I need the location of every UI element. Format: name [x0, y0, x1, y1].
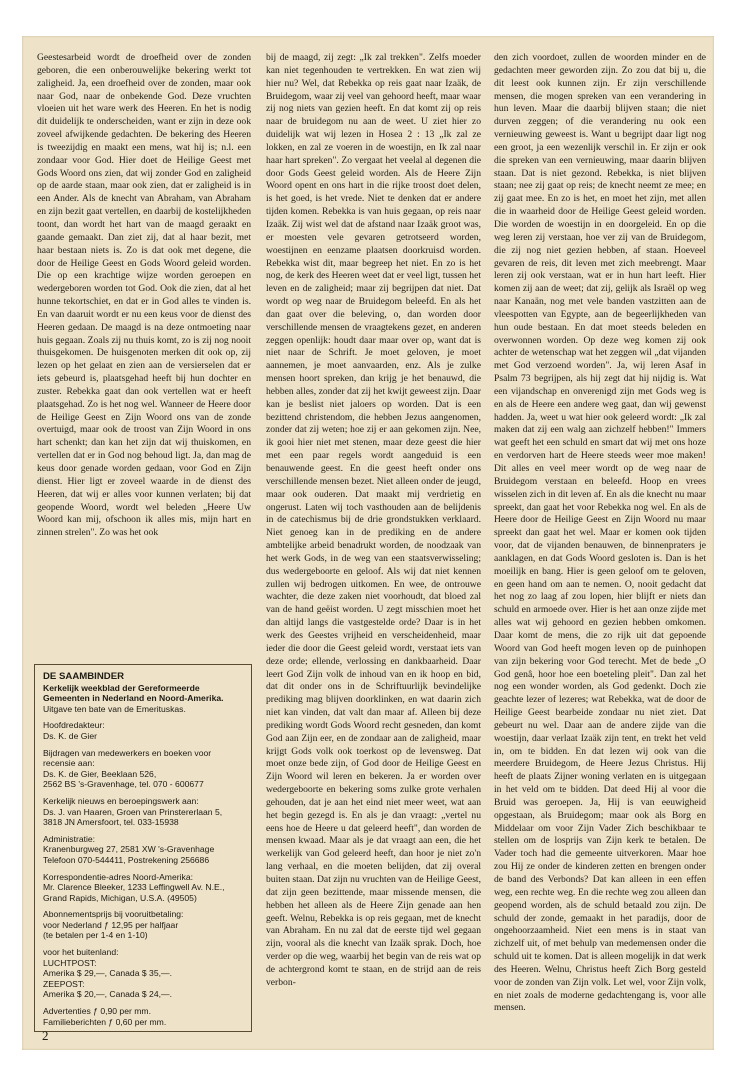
article-text-column-2: bij de maagd, zij zegt: „Ik zal trekken". Zelfs moeder kan niet tegenhouden te vertrekken. En wat zien wij hier nu? Wel, dat Rebekka op reis gaat naar Izaäk, de Bruidegom, waar zij veel van gehoord heeft, maar waar zij nog niets van gezien heeft. En dat komt zij op reis naar de bruidegom nu aan de weet. U ziet hier zo duidelijk wat wij lezen in Hosea 2 : 13 „Ik zal ze lokken, en zal ze voeren in de woestijn, en Ik zal naar haar hart spreken". Zo vergaat het veelal al degenen die door Gods Geest geleid worden. Als de Heere Zijn Woord opent en ons hart in die rijke troost doet delen, is het goed, is het vrede. Niet te denken dat er andere tijden komen. Rebekka is van huis gegaan, op reis naar Izaäk. Zij wist wel dat de afstand naar Izaäk groot was, er moesten vele gevaren getrotseerd worden, woestijnen en eenzame plaatsen doorkruisd worden. Rebekka wist dit, maar begreep het niet. En zo is het nog, de kerk des Heeren weet dat er veel ligt, tussen het leven en de zaligheid; maar zij begrijpen dat niet. Dat wordt op weg naar de Bruidegom beleefd. En als het dan gaat over die beleving, o, dan worden door verschillende mensen de vraagtekens gezet, en anderen zeggen openlijk: houdt daar maar over op, want dat is niet naar de Schrift. Je moet geloven, je moet aannemen, je moet aanvaarden, enz. Als je zulke mensen hoort spreken, dan krijg je het benauwd, die hebben alles, zonder dat zij het kwijt geweest zijn. Daar kan je beslist niet jaloers op worden. Dat is een bezittend christendom, die hebben Jezus aangenomen, zonder dat zij weten; hoe zij er aan gekomen zijn. Nee, ik gooi hier niet met stenen, maar deze geest die hier met een paar regels wordt aangeduid is een benauwende geest. En die geest heeft onder ons verschillende mensen bezet. Niet alleen onder de jeugd, maar ook ouderen. Dat maakt mij verdrietig en ongerust. Laten wij toch vasthouden aan de belijdenis in de catechismus bij de drie grondstukken verklaard. Niet genoeg kan in de prediking en de andere ambtelijke arbeid benadrukt worden, de noodzaak van het werk Gods, in de weg van een staatsverwisseling; dus wedergeboorte en geloof. Als wij dat niet kennen zullen wij bedrogen uitkomen. En wee, de ontrouwe wachter, die deze zaken niet voorhoudt, dat bloed zal van de hand geëist worden. U zegt misschien moet het dan altijd langs die vastgestelde orde? Daar is in het werk des Geestes vrijheid en verscheidenheid, maar ieder die door die Geest geleid wordt, verstaat iets van deze orde; ellende, verlossing en dankbaarheid. Daar leert God Zijn volk de inhoud van en ik hoop en bid, dat dit onder ons in de Schriftuurlijk bevindelijke prediking mag blijven doorklinken, en wat daarin zich niet kan vinden, dat valt dan maar af. Alleen bij deze prediking wordt Gods Woord recht gesneden, dan komt God aan Zijn eer, en de zondaar aan de zaligheid, maar krijgt Gods volk ook toerkost op de levensweg. Dat moet onze bede zijn, of God door de Heilige Geest en Zijn Woord wil leren en bekeren. Ja er worden over wedergeboorte en bekering soms zulke grote verhalen gehouden, dat je aan het eind niet meer weet, wat aan het begin gezegd is. En als je dan vraagt: „vertel nu eens hoe de Heere u dat geleerd heeft", dan worden de mensen kwaad. Maar als je dat vraagt aan een, die het werkelijk van God geleerd heeft, dan hoor je niet zo'n lang verhaal, en die moeten belijden, dat zij overal buiten staan. Dat zijn nu vruchten van de Heilige Geest, dat zijn geen bezittende, maar missende mensen, die hebben het alleen als de Heere Zijn genade aan hen geeft. Welnu, Rebekka is op reis gegaan, met de knecht van Abraham. En nu zal dat de eerste tijd wel gegaan zijn, vooral als die knecht van Izaäk sprak. Doch, hoe verder op die weg, waarbij het begin van de reis wat op de achtergrond komt te staan, en de strijd aan de reis verbon-: [266, 52, 481, 988]
editor-name: Ds. K. de Gier: [43, 730, 97, 741]
airmail-prices: Amerika $ 29,—, Canada $ 35,—.: [43, 968, 172, 979]
page-number: 2: [42, 1028, 49, 1043]
north-america-label: Korrespondentie-adres Noord-Amerika:: [43, 871, 193, 882]
subscription-nl: voor Nederland ƒ 12,95 per halfjaar: [43, 919, 179, 930]
subscription-label: Abonnementsprijs bij vooruitbetaling:: [43, 909, 184, 920]
colophon-box: [34, 664, 252, 1032]
admin-address-line2: Telefoon 070-544411, Postrekening 256686: [43, 854, 210, 865]
seamail-prices: Amerika $ 20,—, Canada $ 24,—.: [43, 989, 172, 1000]
seamail-label: ZEEPOST:: [43, 978, 85, 989]
admin-label: Administratie:: [43, 833, 96, 844]
news-address: Ds. J. van Haaren, Groen van Prinstererlaan 5, 3818 JN Amersfoort, tel. 033-15938: [43, 806, 223, 828]
publisher-note: Uitgave ten bate van de Emerituskas.: [43, 703, 186, 714]
family-price: Familieberichten ƒ 0,60 per mm.: [43, 1016, 167, 1027]
publication-subtitle: Kerkelijk weekblad der Gereformeerde Gemeenten in Nederland en Noord-Amerika.: [43, 682, 224, 704]
editor-label: Hoofdredakteur:: [43, 720, 105, 731]
abroad-label: voor het buitenland:: [43, 947, 119, 958]
contributions-address-line1: Ds. K. de Gier, Beeklaan 526,: [43, 768, 157, 779]
airmail-label: LUCHTPOST:: [43, 957, 97, 968]
article-text-column-3: den zich voordoet, zullen de woorden minder en de gedachten meer geworden zijn. Zo zou dat bij u, die dit leest ook kunnen zijn. Er zijn verschillende mensen, die mogen spreken van een verandering in hun leven. Maar die daarbij blijven staan; die niet durven zeggen; of die verandering nu ook een vernieuwing geweest is. Want u begrijpt daar ligt nog een groot, ja een wezenlijk verschil in. Er zijn er ook die spreken van een vernieuwing, maar daarin blijven staan. Dat is niet gezond. Rebekka, is niet blijven staan; nee zij gaat op reis; de knecht neemt ze mee; en zij gaat mee. En zo is het, en moet het zijn, met allen die in waarheid door de Heilige Geest geleid worden. Die worden de woestijn in en doorgeleid. En op die weg leren zij verstaan, hoe ver zij van de Bruidegom, die zij nog niet gezien hebben, af staan. Hoeveel gevaren de reis, dit leven met zich meebrengt. Maar leren zij ook verstaan, wat er in hun hart leeft. Hier komen zij aan de weet; dat zij, gelijk als Israël op weg naar Kanaän, nog met vele banden vastzitten aan de vleespotten van Egypte, aan de begeerlijkheden van hun oude bestaan. En dat moet steeds beleden en overwonnen worden. Op deze weg komen zij ook achter de wetenschap wat het zeggen wil „dat vijanden met God verzoend worden". Ja, wij leren Asaf in Psalm 73 begrijpen, als hij zegt dat hij nijdig is. Wat een vijandschap en onverenigd zijn met Gods weg is en als de Heere een andere weg gaat, dan wij gewenst hadden. Ja, weet u wat hier ook geleerd wordt: „Ik zal maken dat zij een walg aan zichzelf hebben!" Immers wat geeft het een schuld en smart dat wij met ons hoze en verdorven hart de Heere steeds weer moe maken! Dit alles en veel meer wordt op de weg naar de Bruidegom verstaan en beleefd. Hoop en vrees wisselen zich in dit leven af. En als die knecht nu maar spreekt, dan gaat het voor Rebekka nog wel. En als de Heere door de Heilige Geest en Zijn Woord nu maar spreekt dan gaat het wel. Maar er komen ook tijden voor, dat de vijanden benauwen, de binnenpraters je aanklagen, en dat Gods Woord gesloten is. Dan is het moeilijk en bang. Hier is geen geloof om te geloven, en geen hand om aan te nemen. O, nooit gedacht dat het nog zo laag af zou lopen, hier blijft er niets dan schuld en armoede over. Hier is het aan onze zijde met alles wat wij gehoord en gezien hebben omkomen. Daar komt de mens, die zo rijk uit dat gepoende Woord van God heeft mogen leven op de puinhopen van zijn bekering voor God terecht. Met de bede „O God genâ, hoor hoe een boeteling pleit". Dan zal het nog een wonder worden, als God gedenkt. Doch zie geachte lezer of lezeres; wat Rebekka, wat de door de Heilige Geest bearbeide zondaar nu niet ziet. Dat gebeurt nu wel. Daar aan de andere zijde van die woestijn, daar verlaat Izaäk zijn tent, en trekt het veld in, om te bidden. En dat lezen wij ook van die meerdere Bruidegom, de Heere Jezus Christus. Hij heeft de plaats Zijner woning verlaten en is uitgegaan in het veld om te bidden. Dat deed Hij al voor die Bruid was geroepen. Ja, Hij is van eeuwigheid opgestaan, als Bruidegom; maar ook als Borg en Middelaar om voor Zijn Vader Zich beschikbaar te stellen om de losprijs van Zijn kerk te betalen. De Vader toch had die gemeente uitverkoren. Maar hoe zou Hij ze onder de kinderen zetten en brengen onder de band des Verbonds? Dat kan alleen in een effen weg, een rechte weg. En die rechte weg zou alleen dan geopend worden, als de schuld betaald zou zijn. De schuld der zonde, gemaakt in het paradijs, door de ongehoorzaamheid. Niet een mens is in staat van zichzelf uit, of met behulp van medemensen onder die schuld uit te komen. Dat is alleen mogelijk in dat werk des Heeren. Welnu, Christus heeft Zich Borg gesteld voor de zonden van Zijn volk. Let wel, voor Zijn volk, en niet zoals de moderne gedachtengang is, voor alle mensen.: [494, 52, 706, 1014]
contributions-address-line2: 2562 BS 's-Gravenhage, tel. 070 - 600677: [43, 779, 204, 790]
newspaper-page: [22, 36, 714, 1050]
subscription-terms: (te betalen per 1-4 en 1-10): [43, 930, 148, 941]
contributions-label: Bijdragen van medewerkers en boeken voor recensie aan:: [43, 747, 212, 769]
article-column-2: [266, 52, 481, 1034]
north-america-address: Mr. Clarence Bleeker, 1233 Leffingwell Av. N.E., Grand Rapids, Michigan, U.S.A. (49505): [43, 882, 225, 903]
news-label: Kerkelijk nieuws en beroepingswerk aan:: [43, 795, 199, 806]
article-text-column-1: Geestesarbeid wordt de droefheid over de zonden geboren, die een onberouwelijke bekering werkt tot zaligheid. Ja, een droefheid over de zonden, maar ook naar God, naar de onbekende God. Deze vruchten vloeien uit het ware werk des Heeren. En het is nodig dit duidelijk te onderscheiden, want er zijn in deze ook zoveel afwijkende gedachten. De bekering des Heeren is tweezijdig en maakt een mens, wat hij is; n.l. een zondaar voor God. Hier doet de Heilige Geest met Gods Woord ons zien, dat wij zonder God en zaligheid op de aarde staan, maar ook zien, dat er zaligheid is in een Ander. Als de knecht van Abraham, van Abraham en zijn bezit gaat vertellen, en daarbij de kostelijkheden toont, dan wordt het hart van de maagd geraakt en gaande gemaakt. Dan ziet zij, dat al haar bezit, met haar bestaan niets is. Zo is dat ook met degene, die door de Heilige Geest en Gods Woord geleid worden. Die op een krachtige wijze worden geroepen en wedergeboren worden tot God. Ook die zien, dat al het hunne tekortschiet, en dat er in God alles te vinden is. En van daaruit wordt er nu een keus voor de dienst des Heeren gedaan. De maagd is na deze ontmoeting naar huis gegaan. Zoals zij nu thuis komt, zo is zij nog nooit thuisgekomen. De huisgenoten merken dit ook op, zij lezen op het gelaat en zien aan de versierselen dat er iets gebeurd is, plaatsgehad heeft bij hun dochter en zuster. Rebekka gaat dan ook vertellen wat er heeft plaatsgehad. Zo is het nog wel. Wanneer de Heere door de Heilige Geest en Zijn Woord ons van de zonde overtuigd, maar ook de troost van Zijn Woord in ons hart schenkt; dan kan het zijn dat wij thuiskomen, en vertellen dat er in God nog behoud ligt. Ja, dan mag de keus door genade worden gedaan, voor God en Zijn dienst. Hier ligt er zoveel waarde in de dienst des Heeren, dat wij er alles voor kunnen verlaten; bij dat geopende Woord, wordt wel beleden „Heere Uw Woord kan mij, ofschoon ik alles mis, mijn hart en zinnen strelen". Zo was het ook: [37, 52, 251, 539]
admin-address-line1: Kranenburgweg 27, 2581 XW 's-Gravenhage: [43, 844, 215, 855]
article-column-1: [37, 52, 251, 660]
article-column-3: [494, 52, 706, 1034]
ads-price: Advertenties ƒ 0,90 per mm.: [43, 1006, 151, 1017]
publication-title: DE SAAMBINDER: [43, 671, 125, 682]
